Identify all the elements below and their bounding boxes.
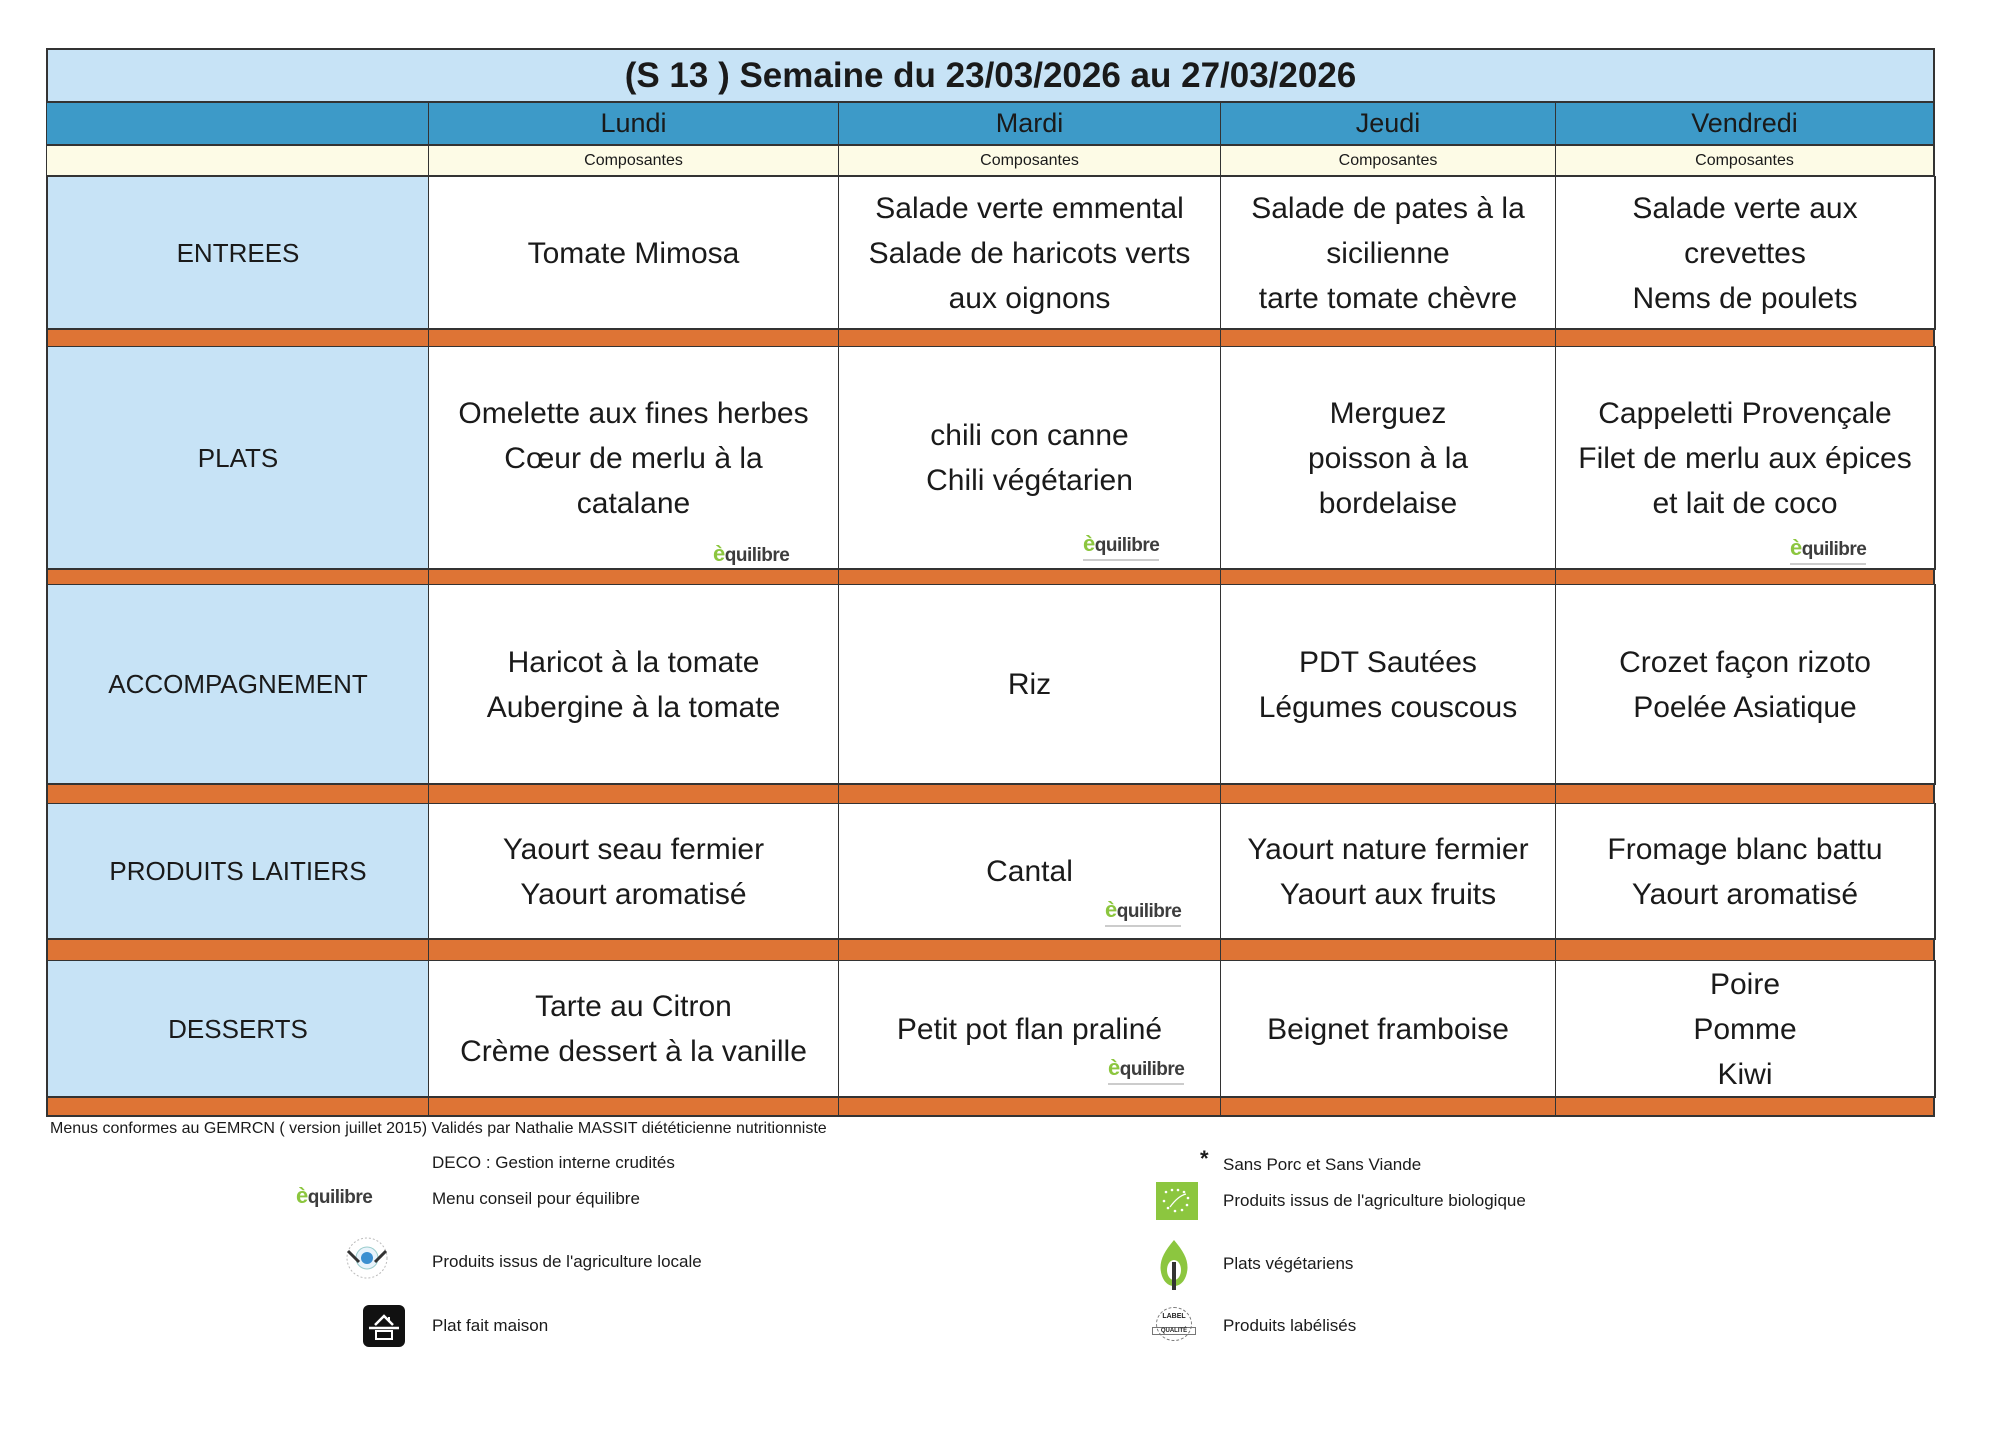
column-divider [1220, 938, 1221, 962]
column-divider [838, 328, 839, 348]
dish-line: chili con canne [930, 419, 1129, 452]
legend-sans-porc: Sans Porc et Sans Viande [1223, 1155, 1422, 1174]
dish-line: Omelette aux fines herbes [458, 396, 809, 430]
dish-line: sicilienne [1326, 236, 1450, 270]
legend-maison: Plat fait maison [432, 1316, 549, 1335]
dish-line: aux oignons [948, 281, 1111, 315]
menu-cell-produits-laitiers-jeudi [1220, 803, 1556, 940]
dish-line: Cappeletti Provençale [1598, 396, 1892, 430]
dish-line: Riz [1007, 668, 1052, 701]
menu-cell-plats-mardi [838, 346, 1221, 570]
legend-equilibre: Menu conseil pour équilibre [432, 1189, 640, 1208]
dish-line: Poelée Asiatique [1633, 690, 1857, 724]
equilibre-badge-icon: èquilibre [1108, 1055, 1184, 1081]
menu-title: (S 13 ) Semaine du 23/03/2026 au 27/03/2026 [46, 48, 1935, 102]
row-separator [46, 328, 1935, 348]
dish-line: Pomme [1693, 1012, 1797, 1046]
column-divider [838, 783, 839, 805]
menu-cell-produits-laitiers-vendredi [1555, 803, 1936, 940]
equilibre-badge-icon: èquilibre [1105, 897, 1181, 923]
dish-line: Yaourt seau fermier [502, 832, 765, 866]
equilibre-badge-icon: èquilibre [1790, 535, 1866, 561]
column-divider [428, 938, 429, 962]
homemade-house-icon [363, 1305, 405, 1347]
dish-line: Yaourt nature fermier [1247, 832, 1529, 866]
dish-line: Salade de pates à la [1251, 191, 1525, 225]
day-header-blank [46, 102, 429, 145]
dish-line: Crème dessert à la vanille [460, 1035, 807, 1068]
menu-cell-produits-laitiers-lundi [428, 803, 839, 940]
dish-line: Aubergine à la tomate [486, 690, 781, 724]
dish-line: Yaourt aux fruits [1279, 877, 1497, 911]
dish-line: Yaourt aromatisé [1631, 877, 1859, 911]
column-divider [1220, 783, 1221, 805]
menu-cell-desserts-jeudi [1220, 960, 1556, 1098]
menu-cell-entrees-lundi [428, 176, 839, 330]
menu-cell-plats-vendredi [1555, 346, 1936, 570]
column-divider [1220, 1096, 1221, 1117]
day-header-lundi: Lundi [428, 102, 839, 145]
dish-line: Salade de haricots verts [868, 236, 1191, 270]
column-divider [838, 1096, 839, 1117]
dish-line: Cœur de merlu à la [504, 441, 763, 475]
dish-line: tarte tomate chèvre [1258, 281, 1518, 315]
menu-cell-entrees-jeudi [1220, 176, 1556, 330]
column-divider [428, 1096, 429, 1117]
legend-bio: Produits issus de l'agriculture biologique [1223, 1191, 1526, 1210]
dish-line: et lait de coco [1652, 486, 1838, 520]
day-header-jeudi: Jeudi [1220, 102, 1556, 145]
dish-line: Poire [1709, 967, 1781, 1001]
column-divider [838, 938, 839, 962]
menu-cell-desserts-lundi [428, 960, 839, 1098]
dish-line: Beignet framboise [1267, 1012, 1509, 1046]
column-divider [1555, 938, 1556, 962]
dish-line: Salade verte aux [1632, 191, 1858, 225]
dish-line: Cantal [986, 855, 1073, 888]
row-separator [46, 783, 1935, 805]
menu-cell-accompagnement-mardi [838, 584, 1221, 785]
equilibre-badge-icon: èquilibre [1083, 531, 1159, 557]
legend-label: Produits labélisés [1223, 1316, 1357, 1335]
equilibre-logo-icon: èquilibre [296, 1183, 373, 1208]
composantes-mardi: Composantes [838, 145, 1221, 176]
legend-local: Produits issus de l'agriculture locale [432, 1252, 702, 1271]
legend-deco: DECO : Gestion interne crudités [432, 1153, 675, 1172]
composantes-jeudi: Composantes [1220, 145, 1556, 176]
dish-line: Salade verte emmental [875, 191, 1184, 225]
row-separator [46, 1096, 1935, 1117]
dish-line: PDT Sautées [1299, 645, 1477, 679]
equilibre-badge-icon: èquilibre [713, 541, 789, 567]
legend-vegetarien: Plats végétariens [1223, 1254, 1354, 1273]
column-divider [1555, 1096, 1556, 1117]
dish-line: Tomate Mimosa [527, 236, 740, 270]
menu-cell-accompagnement-vendredi [1555, 584, 1936, 785]
menu-cell-desserts-vendredi [1555, 960, 1936, 1098]
dish-line: Haricot à la tomate [507, 645, 760, 679]
dish-line: Kiwi [1717, 1057, 1773, 1091]
column-divider [1555, 328, 1556, 348]
day-header-vendredi: Vendredi [1555, 102, 1935, 145]
local-agriculture-icon [344, 1235, 390, 1281]
dish-line: Merguez [1329, 396, 1447, 430]
vegetarian-leaf-icon [1156, 1238, 1192, 1292]
dish-line: catalane [576, 486, 691, 520]
category-produits-laitiers: PRODUITS LAITIERS [46, 803, 429, 940]
composantes-vendredi: Composantes [1555, 145, 1935, 176]
row-separator [46, 938, 1935, 962]
footer-note: Menus conformes au GEMRCN ( version juillet 2015) Validés par Nathalie MASSIT diététicienne nutritionniste [50, 1120, 827, 1137]
organic-eu-leaf-icon [1156, 1182, 1198, 1220]
dish-line: poisson à la [1307, 441, 1469, 475]
dish-line: Filet de merlu aux épices [1578, 441, 1912, 475]
day-header-mardi: Mardi [838, 102, 1221, 145]
category-accompagnement: ACCOMPAGNEMENT [46, 584, 429, 785]
menu-cell-plats-jeudi [1220, 346, 1556, 570]
column-divider [1555, 783, 1556, 805]
dish-line: Fromage blanc battu [1607, 832, 1883, 866]
composantes-blank [46, 145, 429, 176]
dish-line: crevettes [1684, 236, 1806, 270]
menu-cell-entrees-mardi [838, 176, 1221, 330]
asterisk-icon: * [1200, 1146, 1209, 1171]
category-desserts: DESSERTS [46, 960, 429, 1098]
column-divider [428, 783, 429, 805]
dish-line: Nems de poulets [1632, 281, 1858, 315]
dish-line: Chili végétarien [926, 464, 1133, 497]
category-plats: PLATS [46, 346, 429, 570]
column-divider [1220, 328, 1221, 348]
menu-cell-plats-lundi [428, 346, 839, 570]
column-divider [428, 328, 429, 348]
dish-line: Petit pot flan praliné [896, 1012, 1163, 1046]
dish-line: Crozet façon rizoto [1619, 645, 1871, 679]
menu-cell-accompagnement-jeudi [1220, 584, 1556, 785]
dish-line: Tarte au Citron [535, 990, 732, 1023]
menu-cell-accompagnement-lundi [428, 584, 839, 785]
dish-line: bordelaise [1318, 486, 1458, 520]
dish-line: Yaourt aromatisé [520, 877, 747, 911]
label-qualite-seal-icon: LABEL QUALITÉ [1150, 1305, 1198, 1343]
composantes-lundi: Composantes [428, 145, 839, 176]
menu-cell-entrees-vendredi [1555, 176, 1936, 330]
dish-line: Légumes couscous [1258, 690, 1518, 724]
category-entrees: ENTREES [46, 176, 429, 330]
